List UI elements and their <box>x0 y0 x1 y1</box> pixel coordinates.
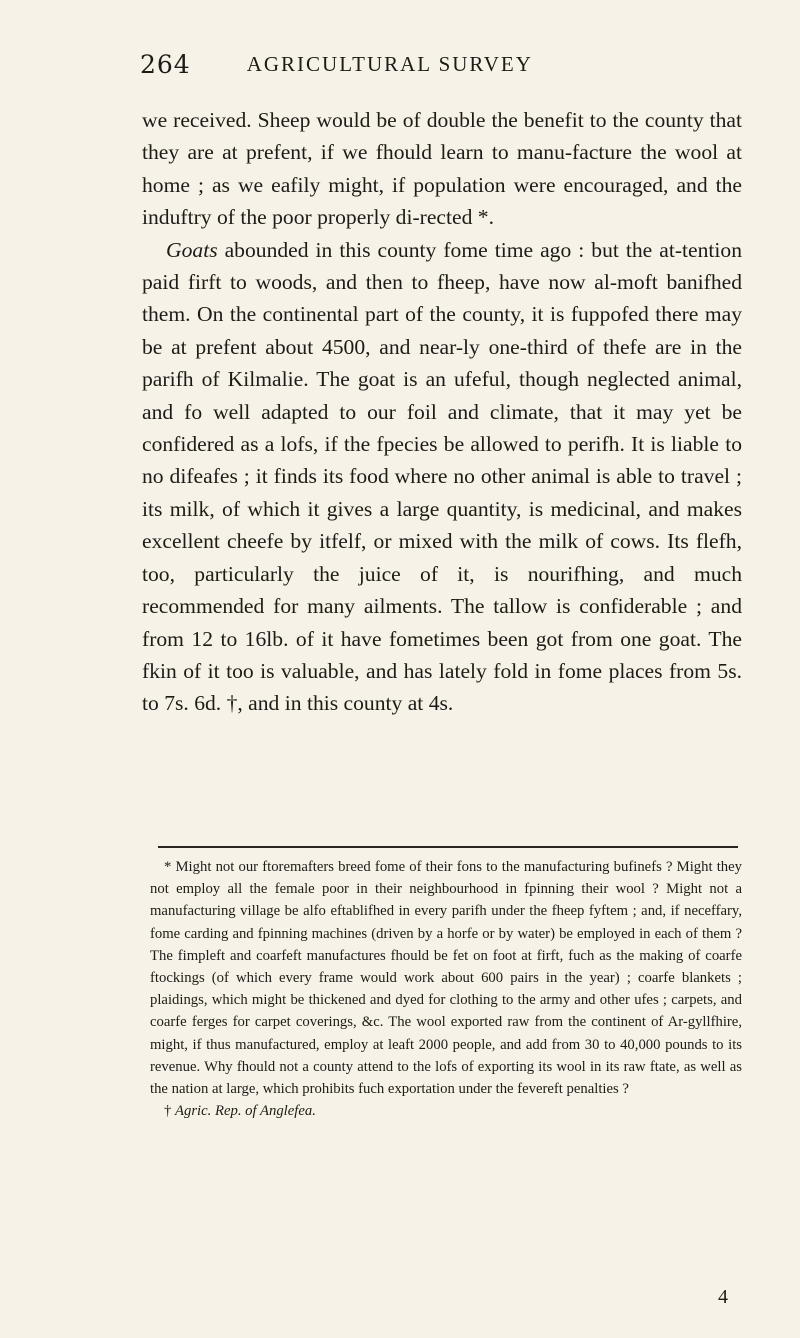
footnote-dagger-mark: † <box>164 1103 176 1120</box>
paragraph-goats-text: abounded in this county fome time ago : but the at-tention paid firft to woods, and then to fheep, have now al-moft banifhed them. On the continental part of the county, it is fuppofed there may be at prefent about 4500, and near-ly one-third of thefe are in the parifh of Kilmalie. The goat is an ufeful, though neglected animal, and fo well adapted to our foil and climate, that it may yet be confidered as a lofs, if the fpecies be allowed to perifh. It is liable to no difeafes ; it finds its food where no other animal is able to travel ; its milk, of which it gives a large quantity, is medicinal, and makes excellent cheefe by itfelf, or mixed with the milk of cows. Its flefh, too, particularly the juice of it, is nourifhing, and much recommended for many ailments. The tallow is confiderable ; and from 12 to 16lb. of it have fometimes been got from one goat. The fkin of it too is valuable, and has lately fold in fome places from 5s. to 7s. 6d. †, and in this county at 4s. <box>142 237 742 716</box>
running-head: AGRICULTURAL SURVEY <box>246 51 533 76</box>
footnotes <box>150 856 742 1122</box>
paragraph-sheep: we received. Sheep would be of double the benefit to the county that they are at prefent, if we fhould learn to manu-facture the wool at home ; as we eafily might, if population were encouraged, and the induftry of the poor properly di-rected *. <box>142 108 742 230</box>
catchword: 4 <box>718 1286 728 1308</box>
page-header <box>140 44 740 84</box>
footnote-divider <box>158 846 738 848</box>
goats-heading-word: Goats <box>166 237 218 262</box>
footnote-dagger-citation: Agric. Rep. of Anglefea. <box>175 1103 316 1120</box>
footnote-dagger <box>150 1100 742 1122</box>
page-number: 264 <box>140 49 191 79</box>
footnote-asterisk: * Might not our ftoremafters breed fome of their fons to the manufacturing bufinefs ? Might they not employ all the female poor in their neighbourhood in fpinning their wool ? Might not a manufacturing village be alfo eftablifhed in every parifh under the fheep fyftem ; and, if neceffary, fome carding and fpinning machines (driven by a horfe or by water) be employed in each of them ? The fimpleft and coarfeft manufactures fhould be fet on foot at firft, fuch as the making of coarfe ftockings (of which every frame would work about 600 pairs in the year) ; coarfe blankets ; plaidings, which might be thickened and dyed for clothing to the army and other ufes ; carpets, and coarfe ferges for carpet coverings, &c. The wool exported raw from the continent of Ar-gyllfhire, might, if thus manufactured, employ at leaft 2000 people, and add from 30 to 40,000 pounds to its revenue. Why fhould not a county attend to the lofs of exporting its wool in its raw ftate, as well as the nation at large, which prohibits fuch exportation under the fevereft penalties ? <box>150 859 742 1098</box>
paragraph-goats <box>142 234 742 720</box>
main-text <box>142 104 742 720</box>
